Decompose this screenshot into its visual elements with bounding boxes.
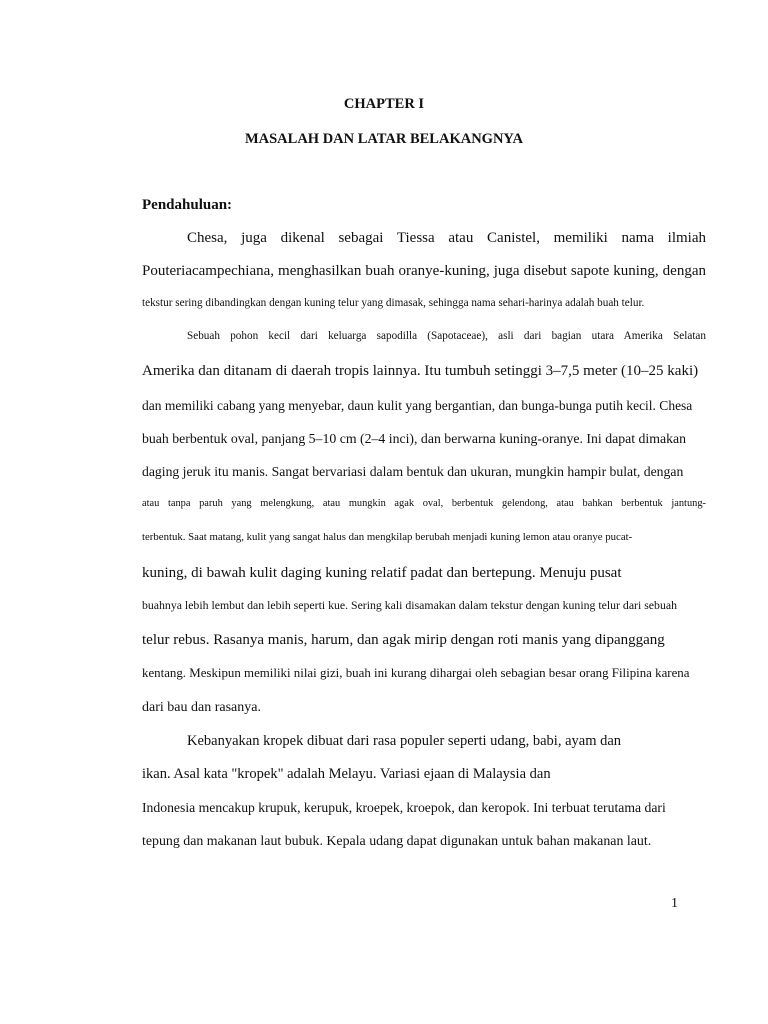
body-line: buahnya lebih lembut dan lebih seperti kue. Sering kali disamakan dalam tekstur dengan kuning telur dari sebuah [142,598,677,612]
body-line: terbentuk. Saat matang, kulit yang sangat halus dan mengkilap berubah menjadi kuning lemon atau oranye pucat- [142,531,633,543]
section-heading: Pendahuluan: [142,197,233,213]
body-line: Chesa, juga dikenal sebagai Tiessa atau Canistel, memiliki nama ilmiah [187,230,706,246]
page-number: 1 [671,896,678,911]
body-line: Amerika dan ditanam di daerah tropis lainnya. Itu tumbuh setinggi 3–7,5 meter (10–25 kaki) [142,363,699,379]
body-line: Pouteriacampechiana, menghasilkan buah oranye-kuning, juga disebut sapote kuning, dengan [142,263,706,279]
body-line: tekstur sering dibandingkan dengan kuning telur yang dimasak, sehingga nama sehari-harinya adalah buah telur. [142,297,645,309]
chapter-subtitle: MASALAH DAN LATAR BELAKANGNYA [244,131,524,147]
chapter-title: CHAPTER I [343,96,425,112]
body-line: tepung dan makanan laut bubuk. Kepala udang dapat digunakan untuk bahan makanan laut. [142,834,652,849]
body-line: kentang. Meskipun memiliki nilai gizi, buah ini kurang dihargai oleh sebagian besar orang Filipina karena [142,666,690,680]
body-line: ikan. Asal kata "kropek" adalah Melayu. Variasi ejaan di Malaysia dan [142,766,551,782]
body-line: dan memiliki cabang yang menyebar, daun kulit yang bergantian, dan bunga-bunga putih kecil. Chesa [142,398,693,413]
body-line: dari bau dan rasanya. [142,700,261,715]
body-line: Indonesia mencakup krupuk, kerupuk, kroepek, kroepok, dan keropok. Ini terbuat terutama dari [142,800,666,815]
body-line: kuning, di bawah kulit daging kuning relatif padat dan bertepung. Menuju pusat [142,565,622,581]
body-line: Kebanyakan kropek dibuat dari rasa populer seperti udang, babi, ayam dan [187,733,622,749]
body-line: atau tanpa paruh yang melengkung, atau mungkin agak oval, berbentuk gelendong, atau bahkan berbentuk jantung- [142,498,706,509]
body-line: buah berbentuk oval, panjang 5–10 cm (2–4 inci), dan berwarna kuning-oranye. Ini dapat dimakan [142,431,687,446]
body-line: Sebuah pohon kecil dari keluarga sapodilla (Sapotaceae), asli dari bagian utara Amerika Selatan [187,330,706,342]
body-line: daging jeruk itu manis. Sangat bervariasi dalam bentuk dan ukuran, mungkin hampir bulat, dengan [142,464,684,479]
body-line: telur rebus. Rasanya manis, harum, dan agak mirip dengan roti manis yang dipanggang [142,632,665,648]
